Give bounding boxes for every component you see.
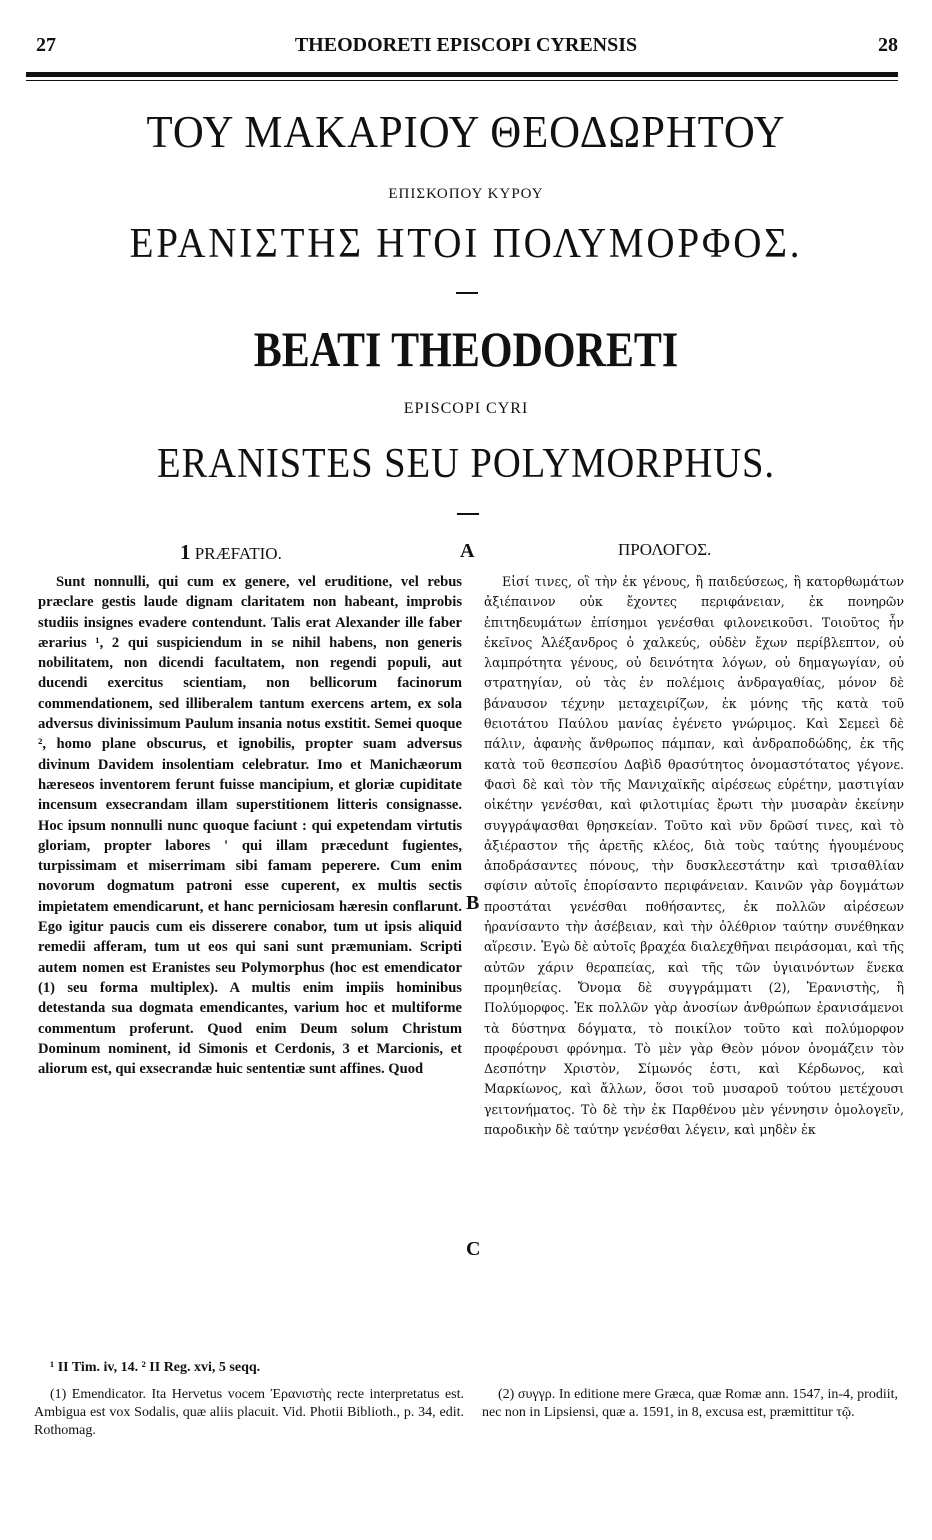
greek-main-title: ΤΟΥ ΜΑΚΑΡΙΟΥ ΘΕΟΔΩΡΗΤΟΥ: [146, 106, 786, 157]
footnote-left: [34, 1386, 464, 1440]
title-separator-2: [457, 513, 479, 515]
page-number-left: 27: [36, 34, 56, 56]
scripture-references: ¹ II Tim. iv, 14. ² II Reg. xvi, 5 seqq.: [50, 1360, 261, 1375]
running-head: [28, 34, 904, 58]
header-rule-thin: [26, 80, 898, 81]
latin-body-text: Sunt nonnulli, qui cum ex genere, vel eruditione, vel rebus præclare gestis laude dignam claritatem non habeant, improbis studiis insignes evadere contendunt. Talis erat Alexander ille faber ærarius ¹, 2 qui suspiciendum in se nihil habens, non generis nobilitatem, non dicendi facultatem, non regendi populi, aut ducendi exercitus scientiam, non bellicorum facinorum commendationem, sed illiberalem tantum exercens artem, ex sola adversus divinissimum Paulum insania notus exstitit. Semei quoque ², homo plane obscurus, et ignobilis, propter suam adversus divinum Davidem insolentiam celebratur. Imo et Manichæorum hæreseos inventorem ferunt fuisse mancipium, et gloriæ cupiditate incensum exsecrandam illam superstitionem litteris consignasse. Hoc ipsum nonnulli nunc quoque faciunt : qui expetendam virtutis gloriam, propter labores ' qui illam præcedunt fugientes, turpissimam et miserrimam sibi famam peperere. Cum enim novorum dogmatum patroni esse cuperent, ex multis sectis impietatem emendicarunt, et hanc perniciosam hæresin conflarunt. Ego igitur paucis cum eis disserere conabor, tum ut ipsis aliquid remedii afferam, tum ut eos qui sani sunt præmuniam. Scripti autem nomen est Eranistes seu Polymorphus (hoc est emendicator (1) seu forma multiplex). A multis enim impiis hominibus detestanda sua dogmata emendicantes, varium hoc et multiforme commentum proferunt. Quod enim Deum solum Christum Dominum nominent, id Simonis et Cerdonis, 3 et Marcionis, et aliorum est, qui exsecrandæ huic sententiæ sunt affines. Quod: [38, 574, 462, 1078]
footnote-2: (2) συγγρ. In editione mere Græca, quæ Romæ ann. 1547, in-4, prodiit, nec non in Lipsiensi, quæ a. 1591, in 8, excusa est, præmittitur τῷ.: [482, 1387, 898, 1420]
footnote-right: [482, 1386, 898, 1422]
greek-column: [484, 572, 904, 1140]
latin-work-title: ERANISTES SEU POLYMORPHUS.: [156, 441, 775, 487]
latin-main-title: BEATI THEODORETI: [253, 321, 679, 377]
header-rule-thick: [26, 72, 898, 77]
title-separator: [456, 292, 478, 294]
praefatio-heading: PRÆFATIO.: [194, 544, 282, 563]
margin-marker-a: A: [460, 540, 475, 562]
running-title: THEODORETI EPISCOPI CYRENSIS: [294, 34, 638, 56]
footnote-1: (1) Emendicator. Ita Hervetus vocem Ἐρανιστὴς recte interpretatus est. Ambigua est vox Sodalis, quæ aliis placuit. Vid. Photii Biblioth., p. 34, edit. Rothomag.: [34, 1387, 464, 1438]
greek-body-text: Εἰσί τινες, οἳ τὴν ἐκ γένους, ἢ παιδεύσεως, ἢ κατορθωμάτων ἀξιέπαινον οὐκ ἔχοντες περιφάνειαν, ἐκ πονηρῶν ἐπιτηδευμάτων ἐπίσημοι γενέσθαι φιλονεικοῦσι. Τοιοῦτος ἦν ἐκεῖνος Ἀλέξανδρος ὁ χαλκεύς, οὐδὲν ἔχων περίβλεπτον, οὐ λαμπρότητα γένους, οὐ δεινότητα λόγων, οὐ δημαγωγίαν, οὐ στρατηγίαν, οὐ τὰς ἐν πολέμοις ἀνδραγαθίας, μόνον δὲ βάναυσον τέχνην μεταχειρίζων, ἐκ μόνης τῆς κατὰ τοῦ θειοτάτου Παύλου μανίας ἐγένετο γνώριμος. Καὶ Σεμεεὶ δὲ πάλιν, ἀφανὴς ἄνθρωπος πάμπαν, καὶ ἀνδραποδώδης, ἐκ τῆς κατὰ τοῦ θεσπεσίου Δαβὶδ θρασύτητος ὀνομαστότατος γέγονε. Φασὶ δὲ καὶ τὸν τῆς Μανιχαϊκῆς αἱρέσεως εὑρέτην, μαστιγίαν οἰκέτην γενέσθαι, καὶ φιλοτιμίας ἔρωτι τὴν μυσαρὰν ἐκείνην συγγράψασθαι θρησκείαν. Τοῦτο καὶ νῦν δρῶσί τινες, καὶ τὸ ἀξιέραστον τῆς ἀρετῆς κλέος, διὰ τοὺς ταύτης ἡγουμένους ἀποδράσαντες πόνους, τὴν δυσκλεεστάτην καὶ τρισαθλίαν σφίσιν αὐτοῖς ἐπορίσαντο περιφάνειαν. Καινῶν γὰρ δογμάτων προστάται γενέσθαι ποθήσαντες, ἐκ πολλῶν αἱρέσεων ἠρανίσαντο τὴν ἀσέβειαν, καὶ τὴν ὀλέθριον ταύτην συνέθηκαν αἵρεσιν. Ἐγὼ δὲ αὐτοῖς βραχέα διαλεχθῆναι πειράσομαι, καὶ τῆς αὐτῶν χάριν θεραπείας, καὶ τῆς τῶν ὑγιαινόντων ἕνεκα προμηθείας. Ὄνομα δὲ συγγράμματι (2), Ἐρανιστὴς, ἢ Πολύμορφος. Ἐκ πολλῶν γὰρ ἀνοσίων ἀνθρώπων ἐρανισάμενοι τὰ δύστηνα δόγματα, τὸ ποικίλον τοῦτο καὶ πολύμορφον προφέρουσι φρόνημα. Τὸ μὲν γὰρ Θεὸν μόνον ὀνομάζειν τὸν Δεσπότην Χριστὸν, Σίμωνός ἐστι, καὶ Κέρδωνος, καὶ Μαρκίωνος, καὶ ἄλλων, ὅσοι τοῦ μυσαροῦ τούτου μετέχουσι γειτονήματος. Τὸ δὲ τὴν ἐκ Παρθένου μὲν γέννησιν ὁμολογεῖν, παροδικὴν δὲ ταύτην γενέσθαι λέγειν, καὶ μηδὲν ἐκ: [484, 574, 904, 1138]
margin-marker-b: B: [466, 892, 480, 914]
column-number-marker: 1: [180, 540, 191, 564]
prologos-heading: ΠΡΟΛΟΓΟΣ.: [618, 540, 712, 559]
latin-subtitle: EPISCOPI CYRI: [403, 400, 529, 417]
latin-column: [38, 572, 462, 1079]
left-column-heading: [180, 540, 282, 565]
page-number-right: 28: [878, 34, 898, 56]
margin-marker-c: C: [466, 1238, 481, 1260]
greek-subtitle: ΕΠΙΣΚΟΠΟΥ ΚΥΡΟΥ: [388, 186, 544, 202]
greek-work-title: ΕΡΑΝΙΣΤΗΣ ΗΤΟΙ ΠΟΛΥΜΟΡΦΟΣ.: [129, 221, 803, 267]
